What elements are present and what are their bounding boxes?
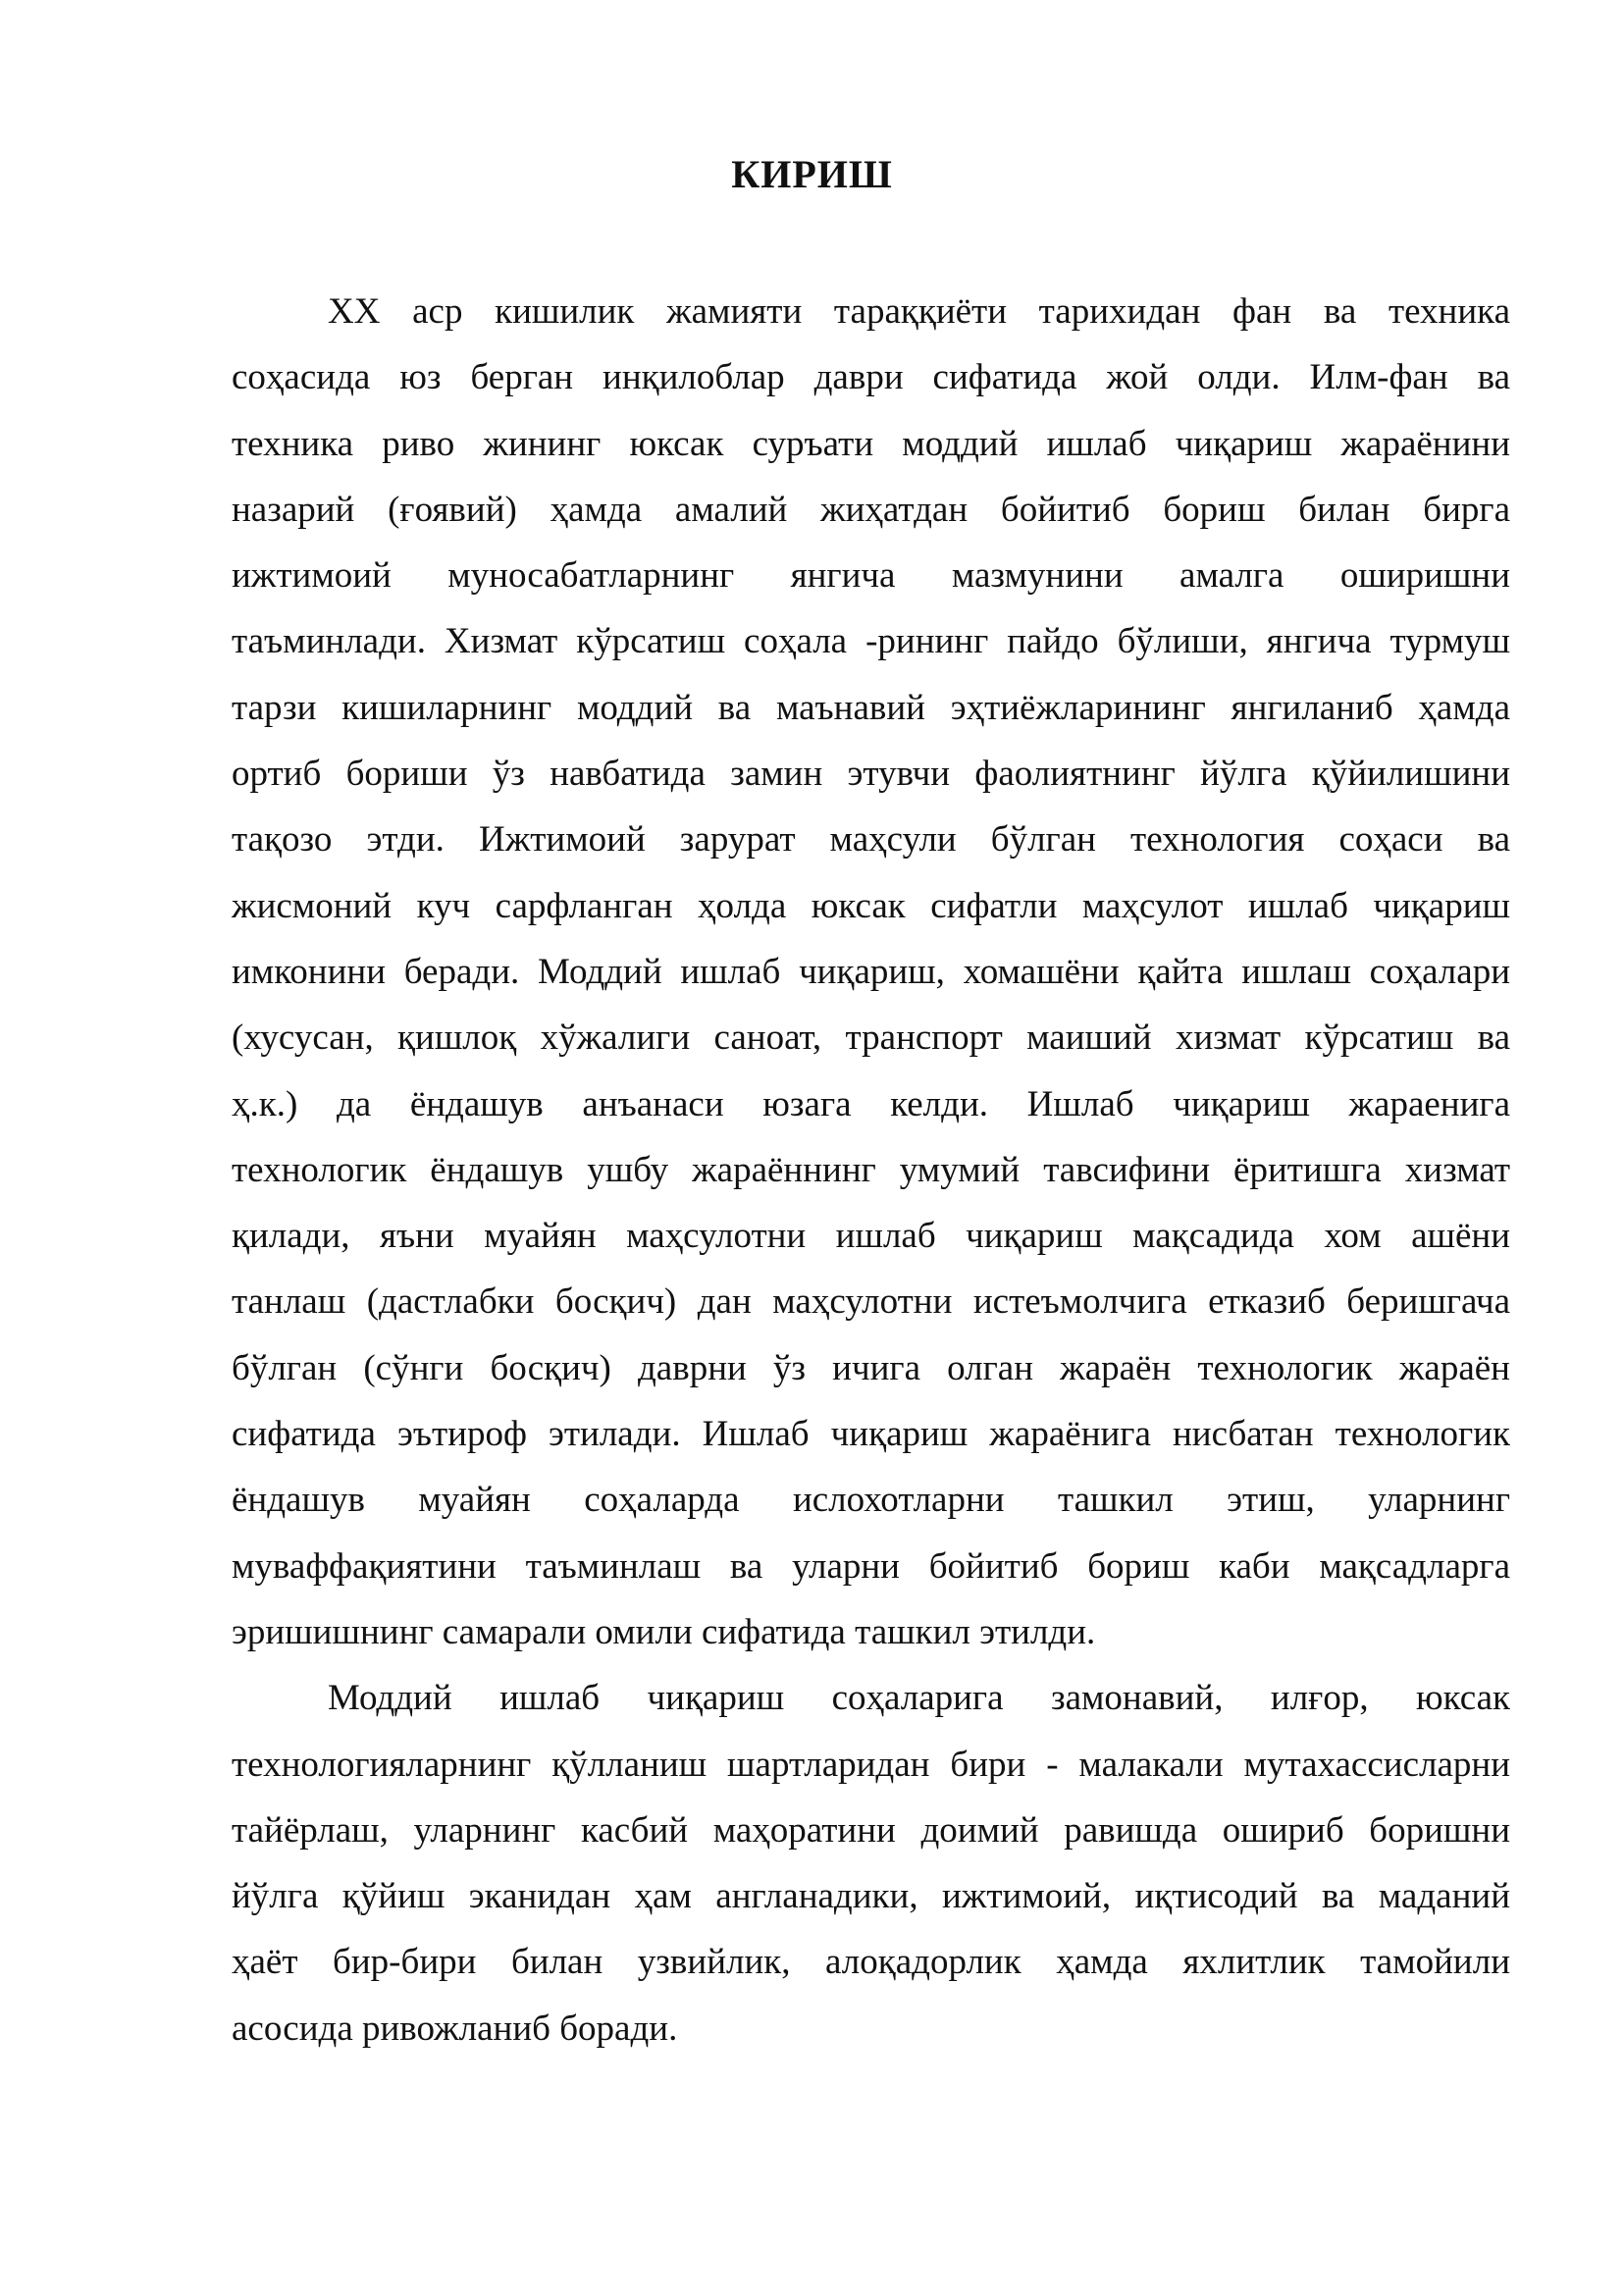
text-line: назарий (ғоявий) ҳамда амалий жиҳатдан бойитиб бориш билан бирга [232, 489, 1510, 530]
text-line: тарзи кишиларнинг моддий ва маънавий эҳтиёжларининг янгиланиб ҳамда [232, 687, 1510, 728]
text-line: йўлга қўйиш эканидан ҳам англанадики, ижтимоий, иқтисодий ва маданий [232, 1876, 1510, 1917]
text-line: ҳ.к.) да ёндашув анъанаси юзага келди. Ишлаб чиқариш жараенига [232, 1083, 1510, 1124]
document-body [232, 279, 1510, 2061]
text-line: эришишнинг самарали омили сифатида ташкил этилди. [232, 1611, 1096, 1652]
paragraph-1 [232, 279, 1510, 1665]
text-line: қилади, яъни муайян маҳсулотни ишлаб чиқариш мақсадида хом ашёни [232, 1216, 1510, 1257]
text-line: муваффақиятини таъминлаш ва уларни бойитиб бориш каби мақсадларга [232, 1545, 1510, 1587]
text-line: ортиб бориши ўз навбатида замин этувчи фаолиятнинг йўлга қўйилишини [232, 754, 1510, 795]
document-title: КИРИШ [731, 152, 893, 196]
text-line: тайёрлаш, уларнинг касбий маҳоратини доимий равишда ошириб боришни [232, 1809, 1510, 1851]
text-line: соҳасида юз берган инқилоблар даври сифатида жой олди. Илм-фан ва [232, 357, 1510, 398]
text-line: ёндашув муайян соҳаларда ислохотларни ташкил этиш, уларнинг [232, 1480, 1510, 1521]
text-line: таъминлади. Хизмат кўрсатиш соҳала -рининг пайдо бўлиши, янгича турмуш [232, 621, 1510, 662]
text-line: технологияларнинг қўлланиш шартларидан бири - малакали мутахассисларни [232, 1744, 1510, 1785]
text-line: ҳаёт бир-бири билан узвийлик, алоқадорлик ҳамда яхлитлик тамойили [232, 1942, 1510, 1983]
text-line: бўлган (сўнги босқич) даврни ўз ичига олган жараён технологик жараён [232, 1347, 1510, 1388]
text-line: технологик ёндашув ушбу жараённинг умумий тавсифини ёритишга хизмат [232, 1149, 1510, 1190]
text-line: Моддий ишлаб чиқариш соҳаларига замонавий, илғор, юксак [328, 1678, 1510, 1719]
text-line: имконини беради. Моддий ишлаб чиқариш, хомашёни қайта ишлаш соҳалари [232, 951, 1510, 992]
text-line: XX аср кишилик жамияти тараққиёти тарихидан фан ва техника [328, 291, 1510, 332]
text-line: техника риво жининг юксак суръати моддий ишлаб чиқариш жараёнини [232, 423, 1510, 464]
text-line: ижтимоий муносабатларнинг янгича мазмунини амалга оширишни [232, 555, 1510, 597]
text-line: (хусусан, қишлоқ хўжалиги саноат, транспорт маиший хизмат кўрсатиш ва [232, 1018, 1510, 1059]
text-line: сифатида эътироф этилади. Ишлаб чиқариш жараёнига нисбатан технологик [232, 1414, 1510, 1455]
paragraph-2 [232, 1665, 1510, 2061]
text-line: жисмоний куч сарфланган ҳолда юксак сифатли маҳсулот ишлаб чиқариш [232, 885, 1510, 926]
text-line: тақозо этди. Ижтимоий зарурат маҳсули бўлган технология соҳаси ва [232, 819, 1510, 861]
text-line: асосида ривожланиб боради. [232, 2008, 678, 2049]
text-line: танлаш (дастлабки босқич) дан маҳсулотни истеъмолчига етказиб беришгача [232, 1281, 1510, 1323]
